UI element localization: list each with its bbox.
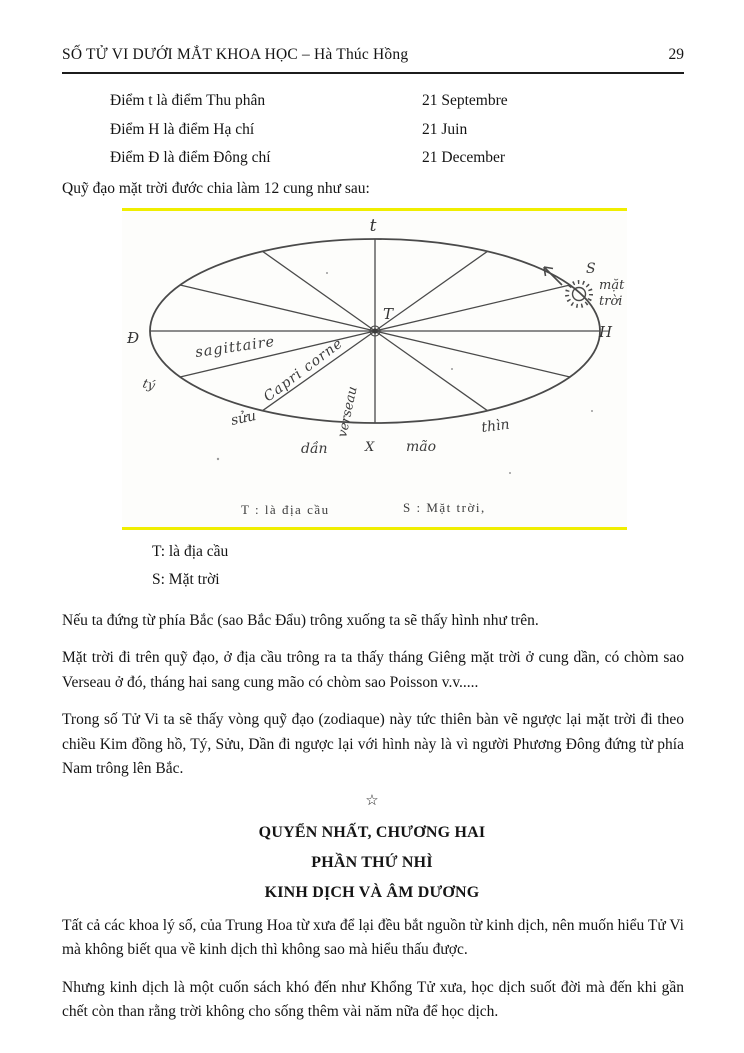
paragraph-north-view: Nếu ta đứng từ phía Bắc (sao Bắc Đẩu) trông xuống ta sẽ thấy hình như trên. — [62, 611, 539, 629]
paragraph-khong-tu: Nhưng kinh dịch là một cuốn sách khó đến như Khổng Tử xưa, học dịch suốt đời mà đến khi gần chết còn than rằng trời không cho sống thêm vài năm nữa để học dịch. — [62, 978, 684, 1020]
list-item — [110, 116, 684, 145]
branch-dan-label: dần — [301, 440, 328, 457]
point-label-T: T — [383, 304, 394, 323]
scan-noise — [217, 272, 593, 474]
sun-name-line2: trời — [599, 293, 623, 309]
point-label: Điểm H là điểm Hạ chí — [110, 120, 255, 138]
list-item — [110, 144, 684, 173]
sun-letter-label: S — [586, 260, 596, 277]
page-number: 29 — [668, 46, 684, 63]
point-label-D: Đ — [127, 328, 140, 347]
sign-sagittaire-label: sagittaire — [194, 333, 277, 361]
legend-line-s: S: Mặt trời — [152, 570, 220, 588]
zodiac-orbit-figure — [122, 208, 627, 530]
point-label-X: X — [365, 439, 375, 455]
branch-ty-label: tý — [141, 374, 157, 393]
direction-arrow-icon — [544, 267, 562, 285]
legend-line-t: T: là địa cầu — [152, 542, 229, 560]
point-label-H: H — [599, 322, 613, 341]
heading-book-chapter: QUYỂN NHẤT, CHƯƠNG HAI — [258, 823, 486, 841]
paragraph-kinh-dich-origin: Tất cả các khoa lý số, của Trung Hoa từ xưa để lại đều bắt nguồn từ kinh dịch, nên muốn hiểu Tử Vi mà không biết qua về kinh dịch thì không sao mà hiểu thấu được. — [62, 916, 684, 958]
point-date: 21 Juin — [422, 120, 468, 138]
list-item — [110, 87, 684, 116]
section-divider-star-icon: ☆ — [365, 792, 379, 809]
sign-verseau-label: verseau — [335, 384, 361, 439]
point-label: Điểm Đ là điểm Đông chí — [110, 149, 271, 167]
zodiac-orbit-drawing — [122, 211, 627, 527]
earth-center-dot — [372, 328, 377, 333]
point-date: 21 December — [422, 149, 506, 167]
branch-suu-label: sửu — [229, 407, 258, 429]
point-label-t: t — [369, 215, 377, 236]
book-title: SỐ TỬ VI DƯỚI MẮT KHOA HỌC – Hà Thúc Hồng — [62, 46, 409, 63]
solstice-point-list — [110, 87, 684, 173]
figure-caption-s: S : Mặt trời, — [403, 499, 486, 515]
paragraph-tuvi-zodiaque: Trong số Tử Vi ta sẽ thấy vòng quỹ đạo (zodiaque) này tức thiên bàn vẽ ngược lại mặt trời đi theo chiều Kim đồng hồ, Tý, Sửu, Dần đi ngược lại với hình này là vì người Phương Đông đứng từ phía Nam trông lên Bắc. — [62, 711, 684, 777]
point-label: Điểm t là điểm Thu phân — [110, 92, 266, 110]
branch-mao-label: mão — [406, 438, 437, 455]
paragraph-sun-path: Mặt trời đi trên quỹ đạo, ở địa cầu trông ra ta thấy tháng Giêng mặt trời ở cung dần, có chòm sao Verseau ở đó, tháng hai sang cung mão có chòm sao Poisson v.v..... — [62, 649, 684, 691]
sign-capricorne-label: Capri corne — [260, 334, 347, 405]
point-date: 21 Septembre — [422, 92, 508, 110]
figure-legend — [152, 538, 684, 594]
heading-kinh-dich: KINH DỊCH VÀ ÂM DƯƠNG — [264, 883, 480, 901]
heading-part: PHẦN THỨ NHÌ — [311, 853, 433, 871]
sun-name-line1: mặt — [599, 277, 625, 293]
branch-thin-label: thìn — [480, 416, 511, 436]
intro-line: Quỹ đạo mặt trời đước chia làm 12 cung như sau: — [62, 179, 370, 197]
figure-caption-t: T : là địa cầu — [241, 501, 330, 517]
page-header — [62, 46, 684, 74]
